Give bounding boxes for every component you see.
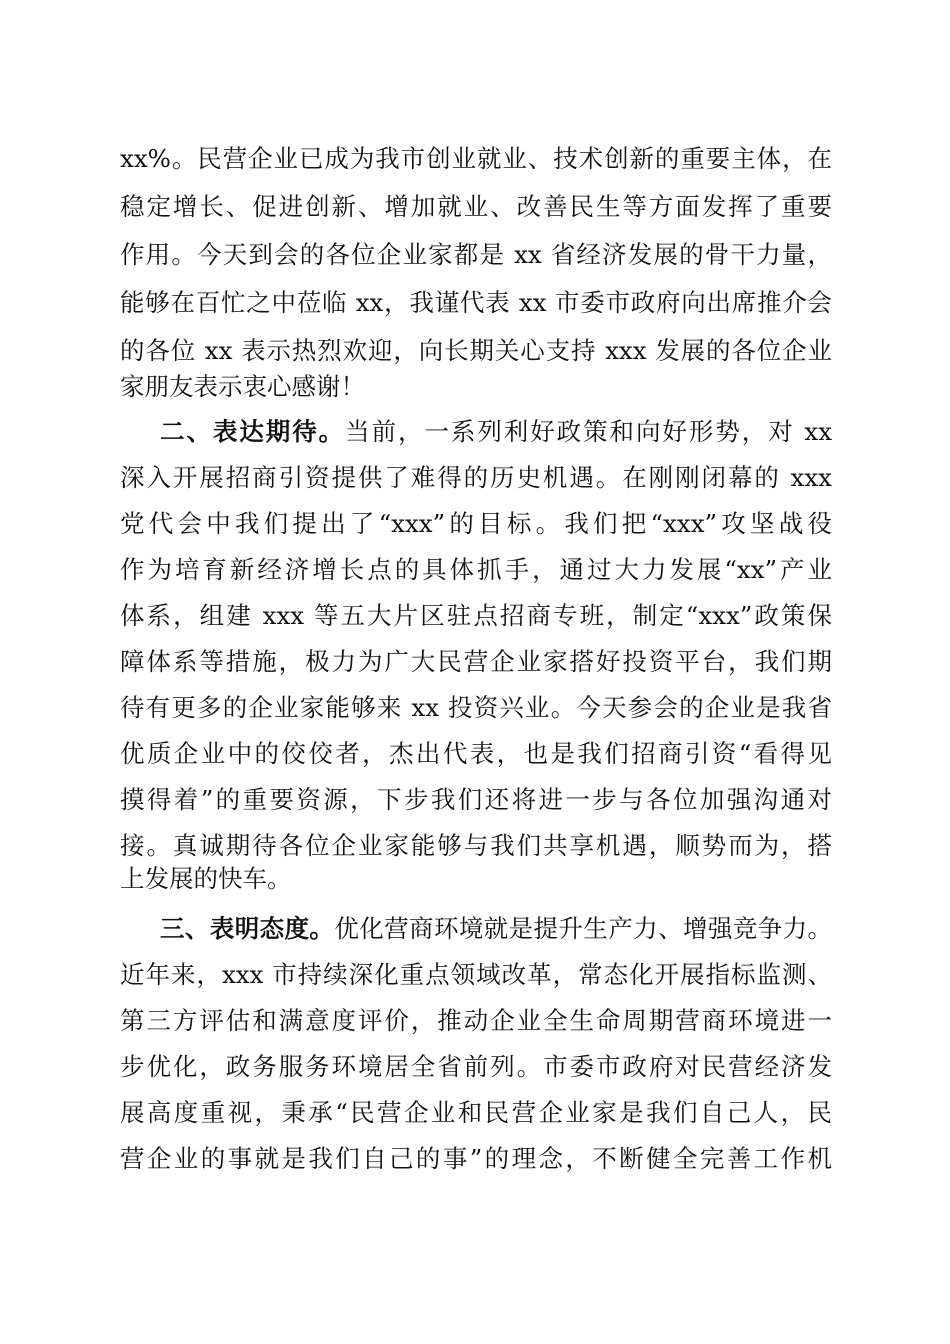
section-2-line-5: 体系，组建 xxx 等五大片区驻点招商专班，制定“xxx”政策保 bbox=[120, 601, 832, 630]
section-2-line-4: 作为培育新经济增长点的具体抓手，通过大力发展“xx”产业 bbox=[120, 555, 832, 584]
section-3-line-5: 展高度重视，秉承“民营企业和民营企业家是我们自己人，民 bbox=[120, 1098, 832, 1127]
paragraph-1-line-1: xx%。民营企业已成为我市创业就业、技术创新的重要主体，在 bbox=[120, 144, 832, 173]
paragraph-1-line-5: 的各位 xx 表示热烈欢迎，向长期关心支持 xxx 发展的各位企业 bbox=[120, 336, 832, 365]
section-2-heading: 二、表达期待。 bbox=[160, 417, 346, 446]
section-2-line-10: 接。真诚期待各位企业家能够与我们共享机遇，顺势而为，搭 bbox=[120, 831, 832, 860]
section-2-line-2: 深入开展招商引资提供了难得的历史机遇。在刚刚闭幕的 xxx bbox=[120, 463, 832, 492]
paragraph-1-line-6: 家朋友表示衷心感谢！ bbox=[120, 372, 365, 401]
section-2-line-9: 摸得着”的重要资源，下步我们还将进一步与各位加强沟通对 bbox=[120, 785, 832, 814]
section-2-line-7: 待有更多的企业家能够来 xx 投资兴业。今天参会的企业是我省 bbox=[120, 693, 832, 722]
section-2-line-11: 上发展的快车。 bbox=[120, 864, 292, 893]
section-3-line-4: 步优化，政务服务环境居全省前列。市委市政府对民营经济发 bbox=[120, 1052, 832, 1081]
paragraph-1-line-4: 能够在百忙之中莅临 xx，我谨代表 xx 市委市政府向出席推介会 bbox=[120, 288, 832, 317]
paragraph-1-line-3: 作用。今天到会的各位企业家都是 xx 省经济发展的骨干力量， bbox=[120, 240, 832, 269]
section-2-first-line bbox=[160, 410, 832, 454]
section-3-line-2: 近年来，xxx 市持续深化重点领域改革，常态化开展指标监测、 bbox=[120, 960, 832, 989]
section-3-heading: 三、表明态度。 bbox=[160, 914, 335, 943]
section-2-line-8: 优质企业中的佼佼者，杰出代表，也是我们招商引资“看得见 bbox=[120, 739, 832, 768]
paragraph-1-line-2: 稳定增长、促进创新、增加就业、改善民生等方面发挥了重要 bbox=[120, 192, 832, 221]
section-3-line-3: 第三方评估和满意度评价，推动企业全生命周期营商环境进一 bbox=[120, 1006, 832, 1035]
section-2-line-6: 障体系等措施，极力为广大民营企业家搭好投资平台，我们期 bbox=[120, 647, 832, 676]
section-2-line-3: 党代会中我们提出了“xxx”的目标。我们把“xxx”攻坚战役 bbox=[120, 509, 832, 538]
section-3-first-line-text: 优化营商环境就是提升生产力、增强竞争力。 bbox=[334, 914, 832, 943]
section-2-first-line-text: 当前，一系列利好政策和向好形势，对 xx bbox=[345, 417, 833, 446]
section-3-first-line bbox=[160, 907, 832, 951]
section-3-line-6: 营企业的事就是我们自己的事”的理念，不断健全完善工作机 bbox=[120, 1144, 832, 1173]
